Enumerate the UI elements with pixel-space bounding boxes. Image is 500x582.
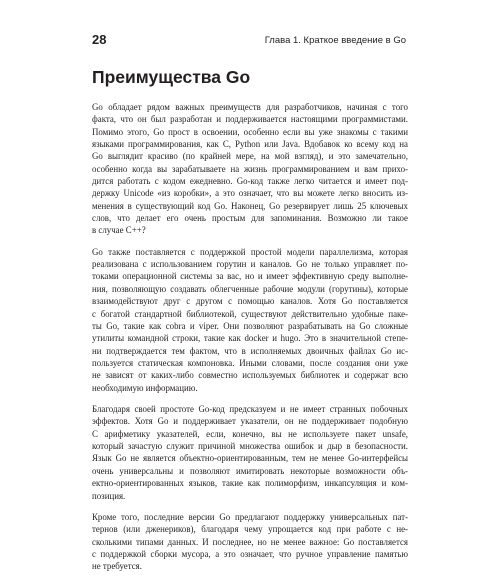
text-line: ни подтверждается тем фактом, что в исполняемых двоичных файлах Go ис- <box>92 345 408 356</box>
text-line: не зависят от каких-либо совместно используемых библиотек и содержат всю <box>92 370 408 381</box>
text-line: сколькими типами данных. И последнее, но не менее важное: Go поставляется <box>92 536 408 547</box>
body-text <box>92 101 408 582</box>
text-line: особенно когда вы зарабатываете на жизнь программированием и вам прихо- <box>92 163 408 174</box>
text-line: с богатой стандартной библиотекой, существуют действительно удобные паке- <box>92 308 408 319</box>
text-line: тернов (или дженериков), благодаря чему упрощается код при работе с не- <box>92 524 408 535</box>
text-line: Кроме того, последние версии Go предлагают поддержку универсальных пат- <box>92 512 408 523</box>
section-title: Преимущества Go <box>92 67 251 87</box>
text-line: позиция. <box>92 490 126 501</box>
text-line: ектно-ориентированных языков, такие как полиморфизм, инкапсуляция и ком- <box>92 478 408 489</box>
text-line: реализована с использованием горутин и каналов. Go не только управляет по- <box>92 259 408 270</box>
page-header <box>92 33 406 49</box>
text-line: ты Go, такие как cobra и viper. Они позволяют разрабатывать на Go сложные <box>92 320 408 331</box>
page-number: 28 <box>92 32 107 47</box>
text-line: эффектов. Хотя Go и поддерживает указатели, он не поддерживает подобную <box>92 416 408 427</box>
text-line: пользуется статическая компоновка. Иными словами, после создания они уже <box>92 357 408 368</box>
text-line: Благодаря своей простоте Go-код предсказуем и не имеет странных побочных <box>92 403 408 414</box>
paragraph <box>92 246 408 394</box>
text-line: Язык Go не является объектно-ориентированным, тем не менее Go-интерфейсы <box>92 453 408 464</box>
text-line: не требуется. <box>92 561 142 572</box>
text-line: С арифметику указателей, если, конечно, вы не используете пакет unsafe, <box>92 428 408 439</box>
text-line: языками программирования, как С, Python или Java. Вдобавок ко всему код на <box>92 139 408 150</box>
text-line: Go выглядит красиво (по крайней мере, на мой взгляд), и это замечательно, <box>92 151 408 162</box>
text-line: в случае С++? <box>92 225 146 236</box>
paragraph <box>92 101 408 237</box>
text-line: необходимую информацию. <box>92 382 198 393</box>
paragraph <box>92 403 408 502</box>
text-line: ния, позволяющую создавать облегченные рабочие модули (горутины), которые <box>92 283 408 294</box>
text-line: токами операционной системы за вас, но и имеет эффективную среду выполне- <box>92 271 408 282</box>
text-line: с поддержкой сборки мусора, а это означает, что ручное управление памятью <box>92 549 408 560</box>
text-line: Помимо этого, Go прост в освоении, особенно если вы уже знакомы с такими <box>92 126 408 137</box>
text-line: очень универсальны и позволяют имитировать некоторые возможности объ- <box>92 465 408 476</box>
text-line: менения в существующий код Go. Наконец, Go резервирует лишь 25 ключевых <box>92 200 408 211</box>
text-line: держку Unicode «из коробки», а это означает, что вы можете легко вносить из- <box>92 188 408 199</box>
text-line: дится работать с кодом ежедневно. Go-код также легко читается и имеет под- <box>92 176 408 187</box>
text-line: Go обладает рядом важных преимуществ для разработчиков, начиная с того <box>92 102 408 112</box>
text-line: утилиты командной строки, такие как docker и hugo. Это в значительной степе- <box>92 333 408 344</box>
text-line: Go также поставляется с поддержкой простой модели параллелизма, которая <box>92 246 408 257</box>
text-line: факта, что он был разработан и поддерживается настоящими программистами. <box>92 114 408 125</box>
text-line: который зачастую служит причиной множества ошибок и дыр в безопасности. <box>92 441 408 452</box>
text-line: слов, что делает его очень простым для запоминания. Возможно ли такое <box>92 213 408 224</box>
paragraph <box>92 511 408 573</box>
text-line: взаимодействуют друг с другом с помощью каналов. Хотя Go поставляется <box>92 296 408 307</box>
running-head: Глава 1. Краткое введение в Go <box>264 35 406 46</box>
